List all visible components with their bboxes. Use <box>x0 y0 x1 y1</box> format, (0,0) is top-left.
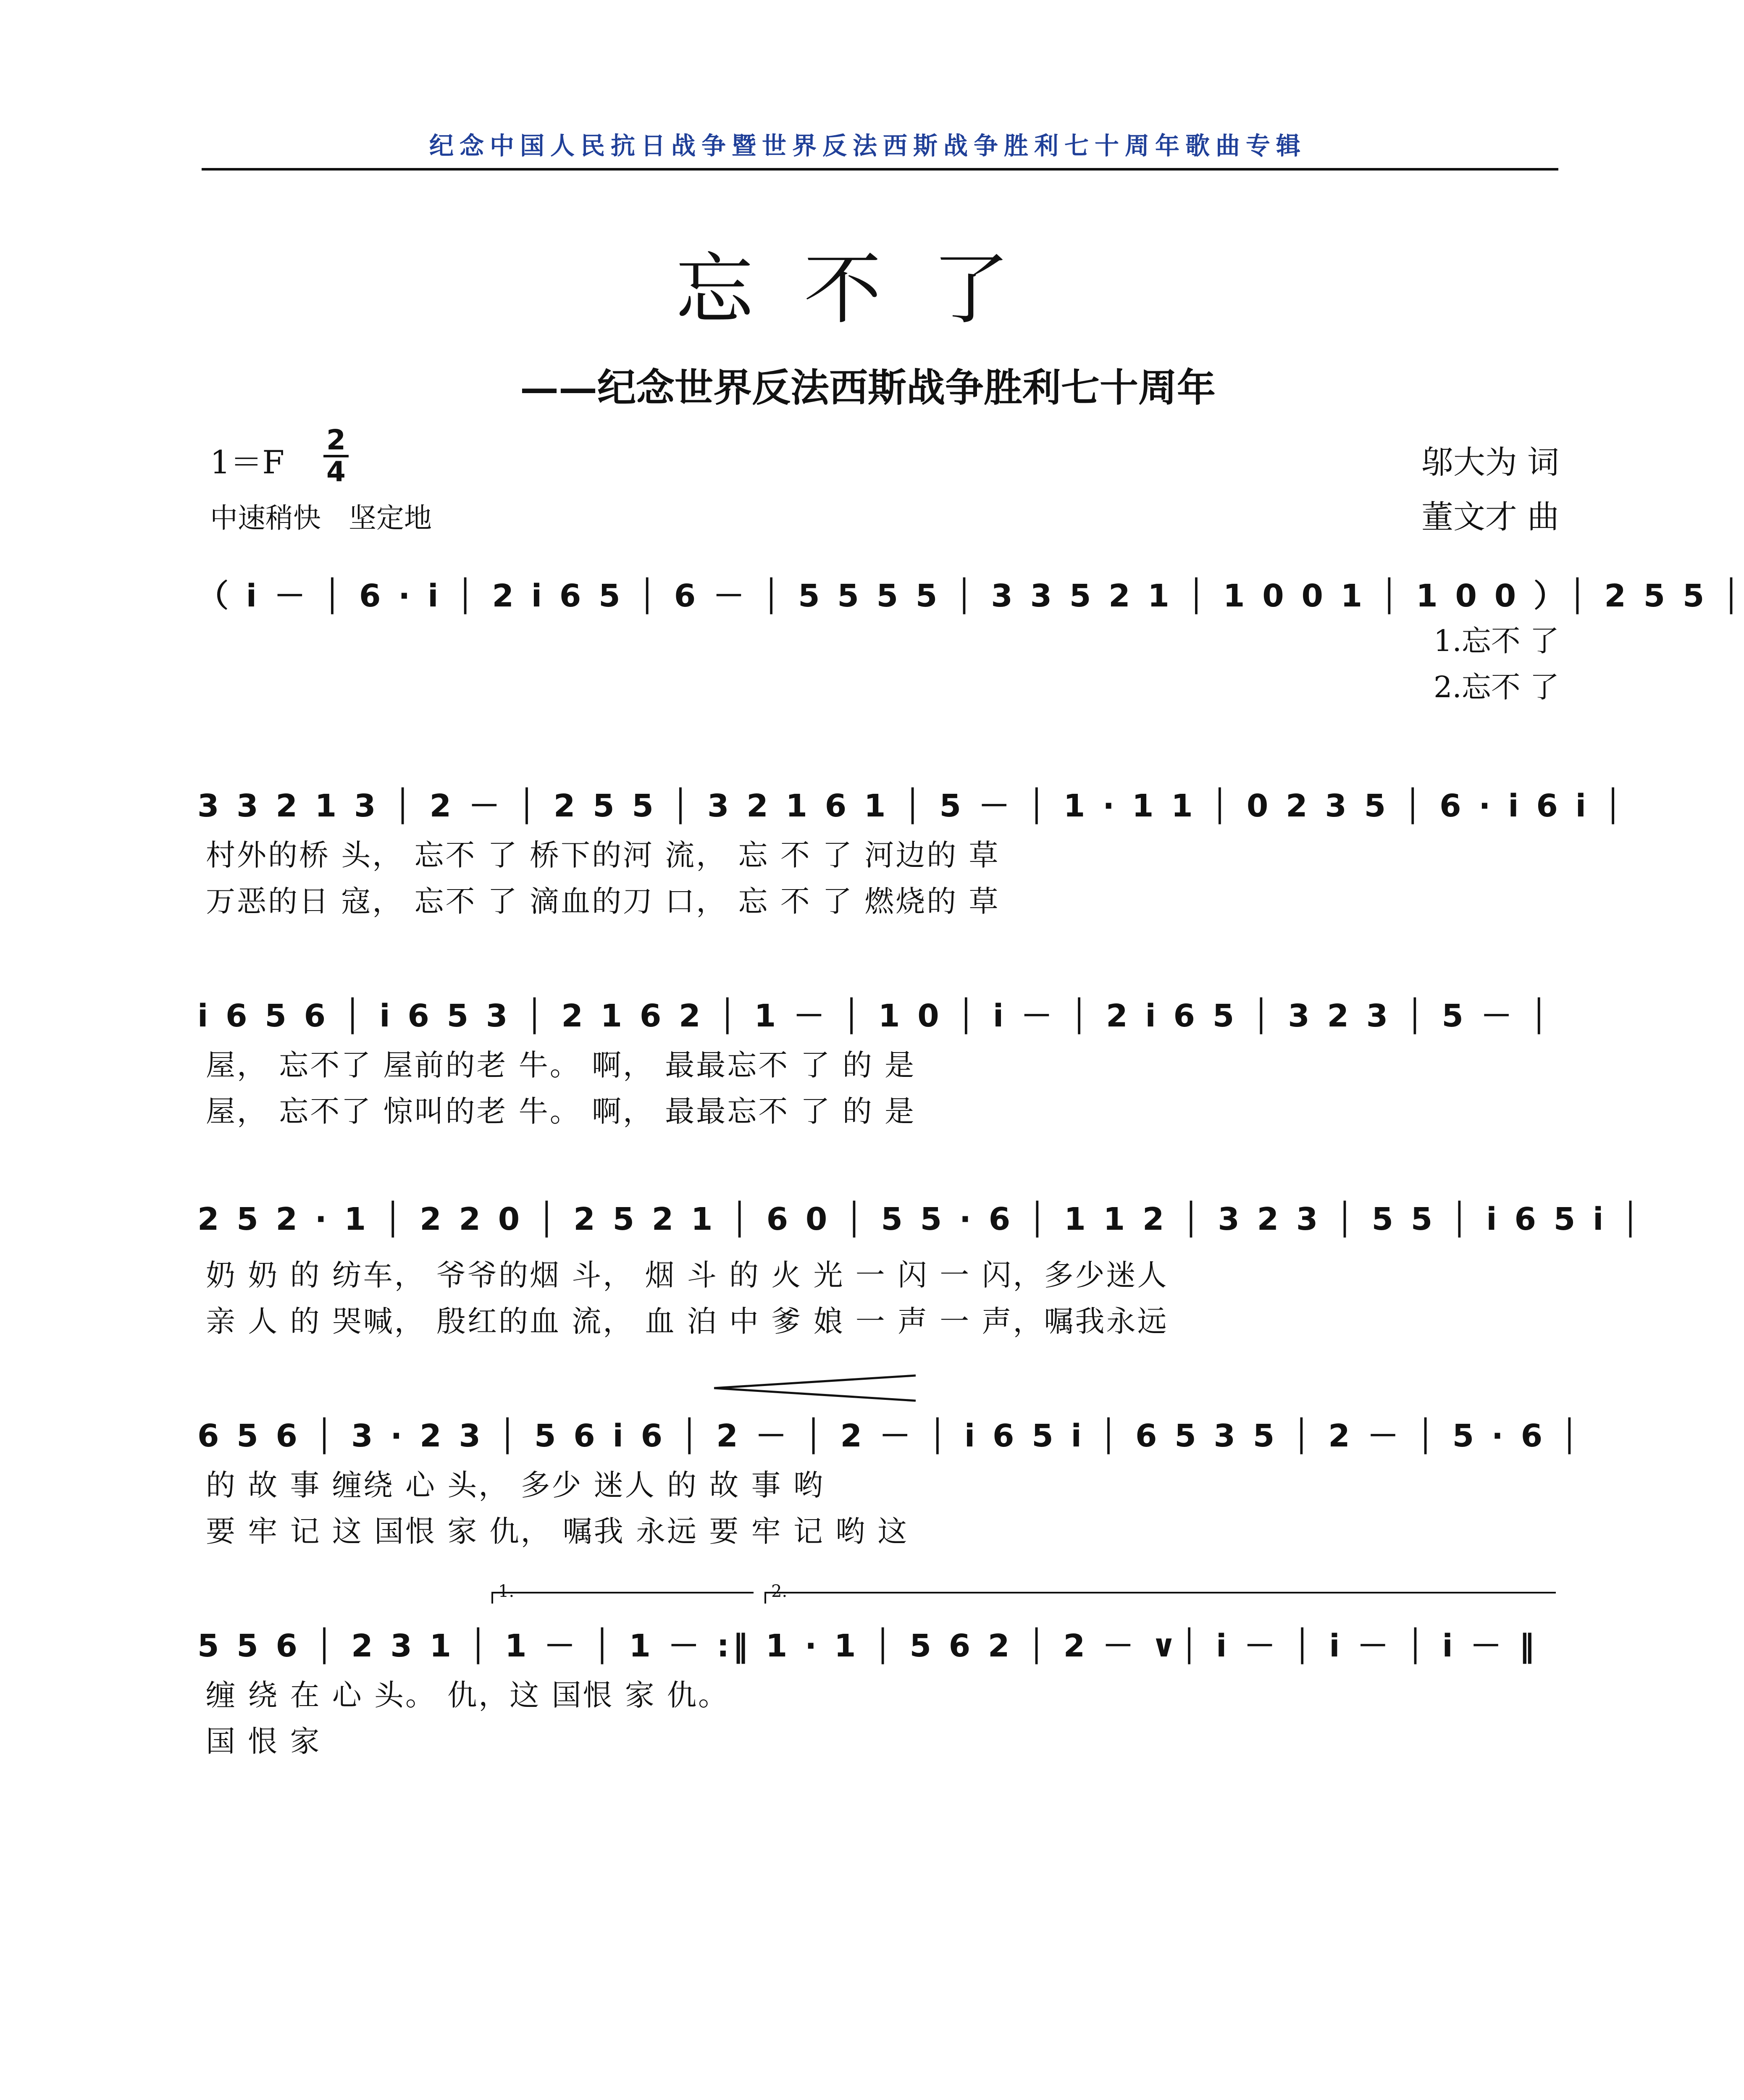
header-divider <box>202 168 1558 171</box>
volta-bracket-1 <box>491 1582 754 1604</box>
lyric-line-3-verse-2: 屋， 忘不了 惊叫的老 牛。 啊， 最最忘不 了 的 是 <box>206 1094 916 1129</box>
album-header: 纪念中国人民抗日战争暨世界反法西斯战争胜利七十周年歌曲专辑 <box>429 131 1306 160</box>
score-line-2: 3 3 2 1 3 │ 2 － │ 2 5 5 │ 3 2 1 6 1 │ 5 － │ 1 · 1 1 │ 0 2 3 5 │ 6 · i 6 i │ <box>197 788 1626 824</box>
volta-label-1: 1. <box>498 1582 515 1601</box>
tempo-marking: 中速稍快 坚定地 <box>210 502 432 534</box>
verse-2-lyric-start: 2.忘不 了 <box>1433 670 1559 704</box>
score-line-1: （ i － │ 6 · i │ 2 i 6 5 │ 6 － │ 5 5 5 5 │ 3 3 5 2 1 │ 1 0 0 1 │ 1 0 0 ）│ 2 5 5 │ <box>197 578 1744 614</box>
lyricist-credit: 邬大为 词 <box>1421 444 1559 481</box>
lyric-line-4-verse-2: 亲 人 的 哭喊， 殷红的血 流， 血 泊 中 爹 娘 一 声 一 声，嘱我永远 <box>206 1304 1169 1339</box>
key-signature: 1＝F <box>210 444 285 481</box>
lyric-line-5-verse-2: 要 牢 记 这 国恨 家 仇， 嘱我 永远 要 牢 记 哟 这 <box>206 1514 909 1549</box>
lyric-line-6-verse-2: 国 恨 家 <box>206 1724 321 1759</box>
composer-credit: 董文才 曲 <box>1421 498 1559 536</box>
song-title: 忘不了 <box>675 244 1060 335</box>
time-signature <box>323 426 349 486</box>
volta-bracket-2 <box>764 1582 1556 1604</box>
song-subtitle: ——纪念世界反法西斯战争胜利七十周年 <box>520 365 1216 410</box>
lyric-line-5-verse-1: 的 故 事 缠绕 心 头， 多少 迷人 的 故 事 哟 <box>206 1468 825 1502</box>
score-line-5: 6 5 6 │ 3 · 2 3 │ 5 6 i 6 │ 2 － │ 2 － │ i 6 5 i │ 6 5 3 5 │ 2 － │ 5 · 6 │ <box>197 1418 1582 1454</box>
score-line-3: i 6 5 6 │ i 6 5 3 │ 2 1 6 2 │ 1 － │ 1 0 │ i － │ 2 i 6 5 │ 3 2 3 │ 5 － │ <box>197 998 1552 1034</box>
score-line-4: 2 5 2 · 1 │ 2 2 0 │ 2 5 2 1 │ 6 0 │ 5 5 · 6 │ 1 1 2 │ 3 2 3 │ 5 5 │ i 6 5 i │ <box>197 1201 1643 1237</box>
lyric-line-6-verse-1: 缠 绕 在 心 头。 仇，这 国恨 家 仇。 <box>206 1678 730 1712</box>
lyric-line-3-verse-1: 屋， 忘不了 屋前的老 牛。 啊， 最最忘不 了 的 是 <box>206 1048 916 1082</box>
time-signature-top: 2 <box>326 424 346 456</box>
lyric-line-2-verse-2: 万恶的日 寇， 忘不 了 滴血的刀 口， 忘 不 了 燃烧的 草 <box>206 884 1000 919</box>
volta-label-2: 2. <box>771 1582 788 1601</box>
lyric-line-4-verse-1: 奶 奶 的 纺车， 爷爷的烟 斗， 烟 斗 的 火 光 一 闪 一 闪，多少迷人 <box>206 1258 1169 1292</box>
crescendo-hairpin <box>714 1373 916 1403</box>
score-line-6: 5 5 6 │ 2 3 1 │ 1 － │ 1 － :‖ 1 · 1 │ 5 6 2 │ 2 － ∨│ i － │ i － │ i － ‖ <box>197 1628 1538 1664</box>
verse-1-lyric-start: 1.忘不 了 <box>1433 624 1559 658</box>
time-signature-bottom: 4 <box>326 456 346 488</box>
lyric-line-2-verse-1: 村外的桥 头， 忘不 了 桥下的河 流， 忘 不 了 河边的 草 <box>206 838 1000 872</box>
